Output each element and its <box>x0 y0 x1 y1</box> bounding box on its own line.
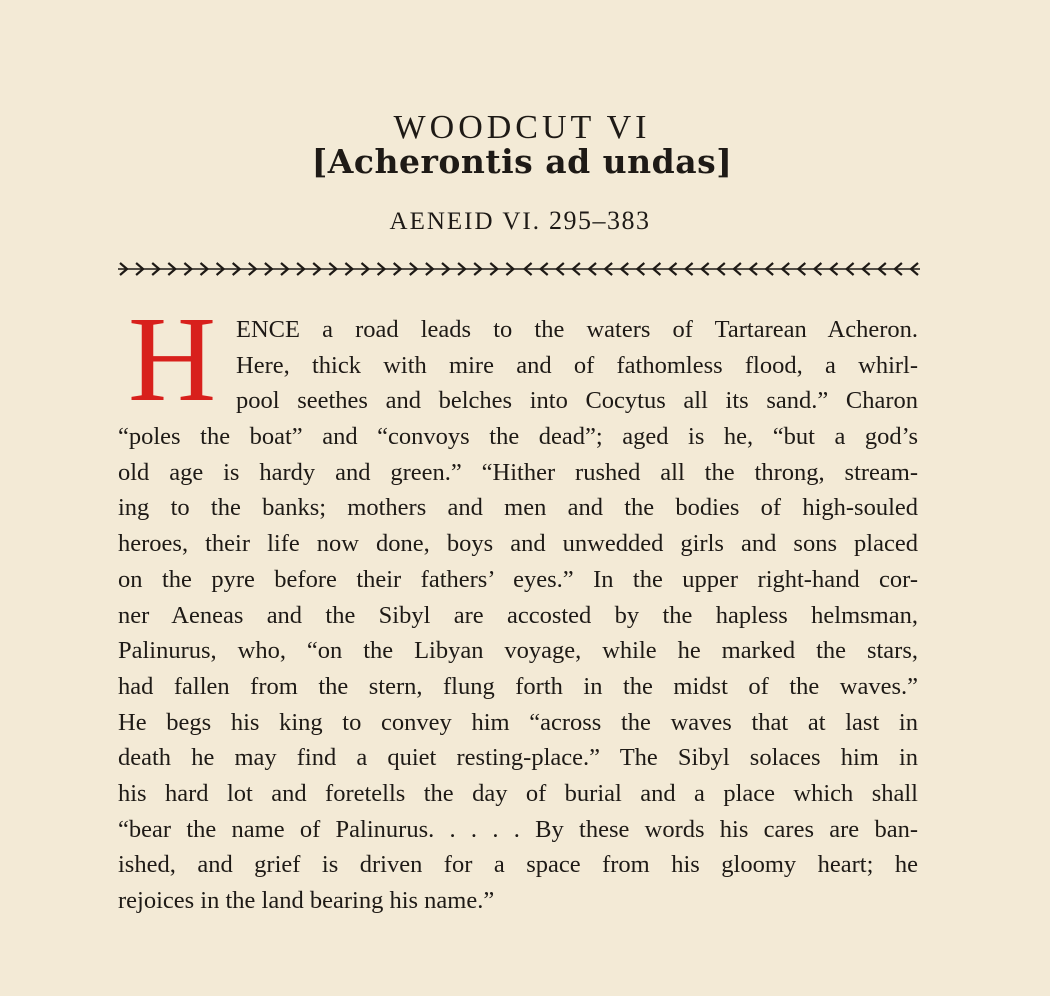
text-line: ished, and grief is driven for a space from his gloomy heart; he <box>118 851 918 879</box>
text-line: his hard lot and foretells the day of burial and a place which shall <box>118 779 918 807</box>
latin-subtitle: [Acherontis ad undas] <box>311 142 733 181</box>
text-line: had fallen from the stern, flung forth in the midst of the waves.” <box>118 672 918 700</box>
text-line: rejoices in the land bearing his name.” <box>118 887 495 914</box>
chevron-ornament-rule <box>118 260 920 278</box>
reference-prefix: AENEID VI. <box>389 208 541 235</box>
text-line: heroes, their life now done, boys and unwedded girls and sons placed <box>118 530 918 558</box>
text-line: pool seethes and belches into Cocytus all its sand.” Charon <box>236 387 918 415</box>
text-line: Here, thick with mire and of fathomless flood, a whirl- <box>236 351 918 379</box>
text-line: He begs his king to convey him “across the waves that at last in <box>118 708 918 736</box>
text-line: ENCE a road leads to the waters of Tartarean Acheron. <box>236 316 918 343</box>
text-line: ner Aeneas and the Sibyl are accosted by the hapless helmsman, <box>118 601 918 629</box>
text-line: “bear the name of Palinurus. . . . . By these words his cares are ban- <box>118 815 918 843</box>
text-line: on the pyre before their fathers’ eyes.” In the upper right-hand cor- <box>118 565 918 593</box>
text-line: old age is hardy and green.” “Hither rushed all the throng, stream- <box>118 458 918 486</box>
text-line: death he may find a quiet resting-place.” The Sibyl solaces him in <box>118 744 918 772</box>
drop-cap-letter: H <box>128 292 217 427</box>
text-line: “poles the boat” and “convoys the dead”; aged is he, “but a god’s <box>118 423 918 451</box>
page-title: WOODCUT VI <box>393 108 651 146</box>
body-paragraph <box>118 292 918 919</box>
text-line: Palinurus, who, “on the Libyan voyage, while he marked the stars, <box>118 637 918 665</box>
text-line: ing to the banks; mothers and men and the bodies of high-souled <box>118 494 918 522</box>
aeneid-reference <box>0 206 1040 236</box>
reference-range: 295–383 <box>548 206 651 235</box>
